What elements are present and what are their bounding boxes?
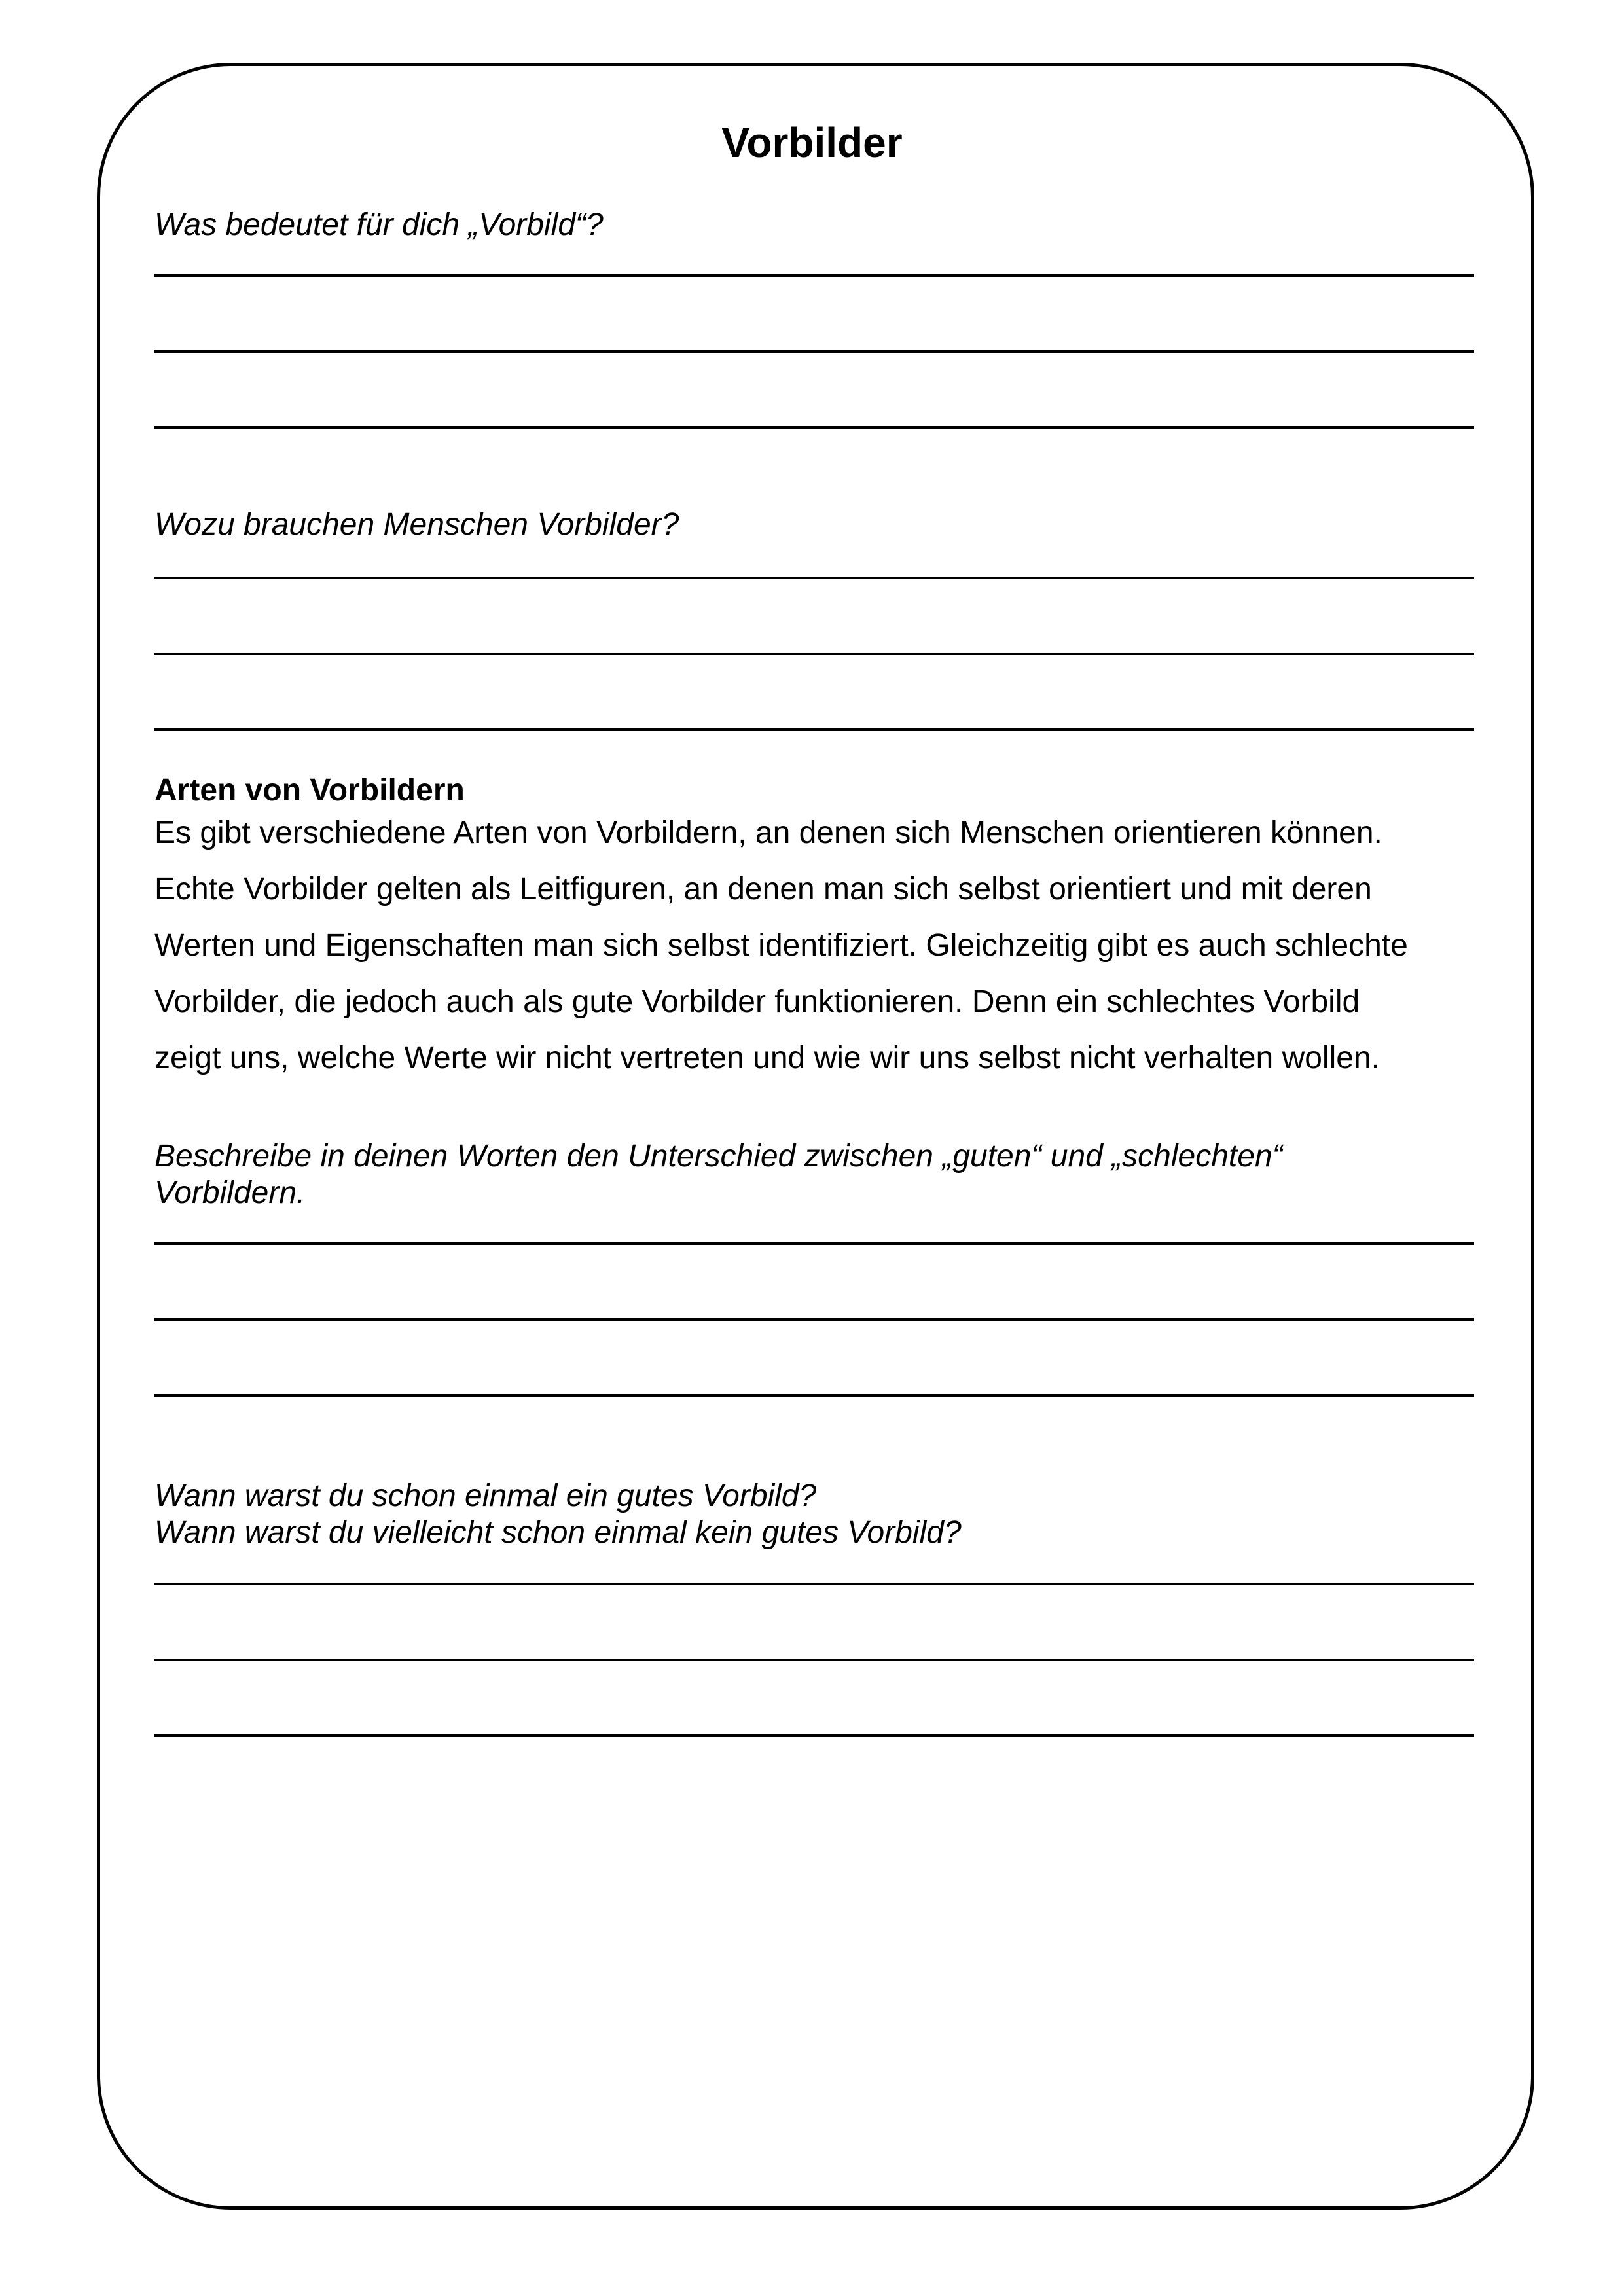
writing-line[interactable] [154,1318,1474,1321]
writing-line[interactable] [154,1394,1474,1397]
writing-line[interactable] [154,653,1474,655]
writing-line[interactable] [154,728,1474,731]
writing-line[interactable] [154,577,1474,579]
writing-line[interactable] [154,1583,1474,1585]
question-2: Wozu brauchen Menschen Vorbilder? [154,507,679,542]
writing-line[interactable] [154,1734,1474,1737]
question-3-line-2: Vorbildern. [154,1175,306,1210]
paragraph-line: Werten und Eigenschaften man sich selbst identifiziert. Gleichzeitig gibt es auch schlechte [154,928,1408,963]
writing-line[interactable] [154,350,1474,353]
writing-line[interactable] [154,1659,1474,1661]
section-heading: Arten von Vorbildern [154,773,465,808]
paragraph-line: Vorbilder, die jedoch auch als gute Vorbilder funktionieren. Denn ein schlechtes Vorbild [154,984,1360,1019]
question-1: Was bedeutet für dich „Vorbild“? [154,207,604,242]
paragraph-line: Es gibt verschiedene Arten von Vorbildern, an denen sich Menschen orientieren können. [154,816,1382,850]
paragraph-line: Echte Vorbilder gelten als Leitfiguren, an denen man sich selbst orientiert und mit deren [154,872,1372,906]
page-title: Vorbilder [721,119,903,166]
page-border [97,63,1534,2210]
question-3-line-1: Beschreibe in deinen Worten den Unterschied zwischen „guten“ und „schlechten“ [154,1139,1283,1174]
writing-line[interactable] [154,274,1474,277]
writing-line[interactable] [154,426,1474,429]
question-4-line-1: Wann warst du schon einmal ein gutes Vorbild? [154,1479,817,1513]
question-4-line-2: Wann warst du vielleicht schon einmal kein gutes Vorbild? [154,1515,962,1550]
paragraph-line: zeigt uns, welche Werte wir nicht vertreten und wie wir uns selbst nicht verhalten wollen. [154,1041,1380,1075]
writing-line[interactable] [154,1242,1474,1245]
